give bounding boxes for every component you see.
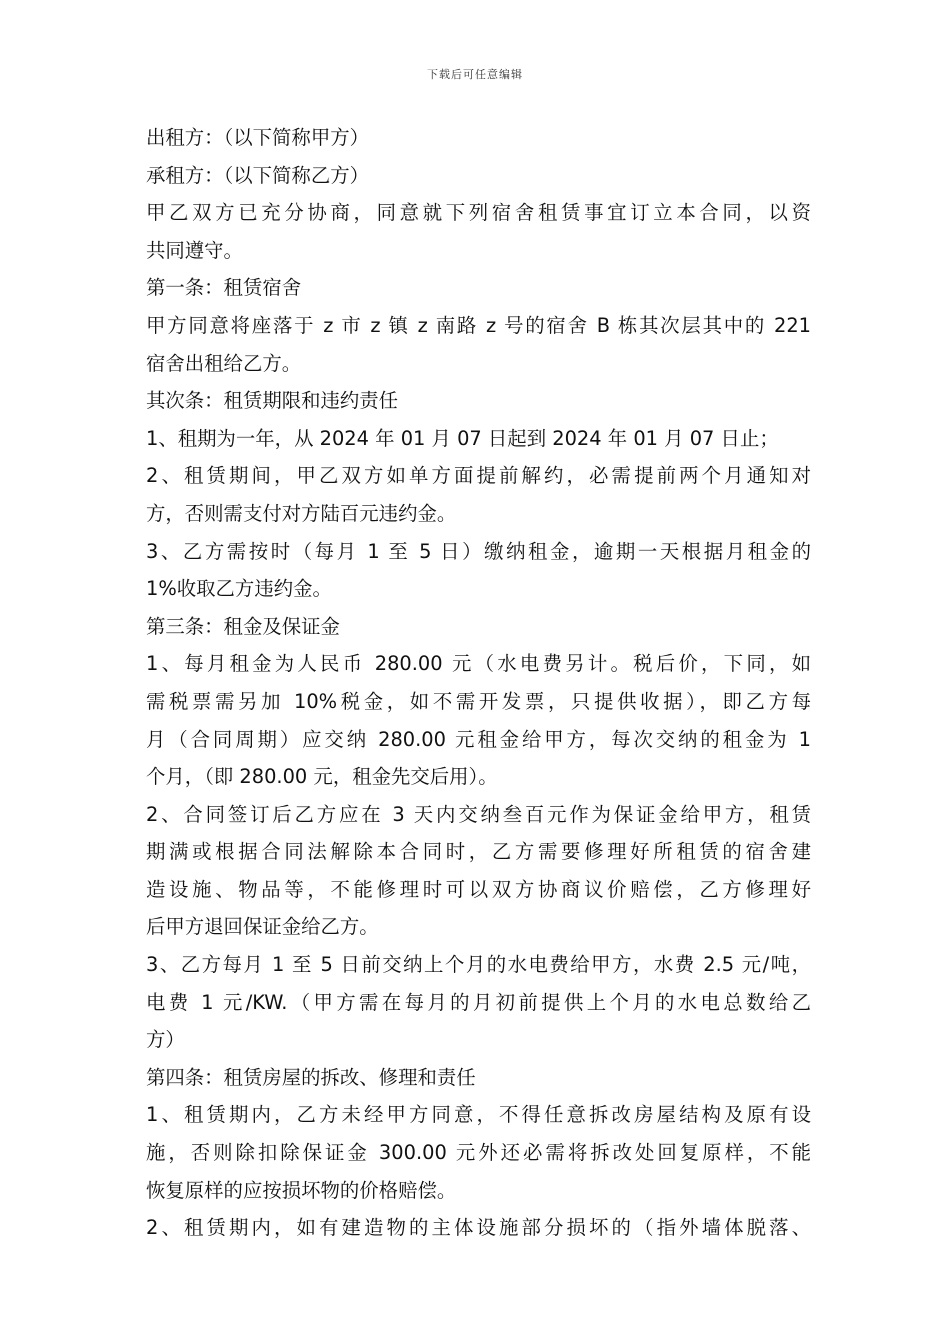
text-line: 出租方：（以下简称甲方） [146,126,369,149]
text-line: 共同遵守。 [146,238,243,262]
text-line: 月（合同周期）应交纳 280.00 元租金给甲方，每次交纳的租金为 1 [146,727,811,751]
text-line: 1、租期为一年，从 2024 年 01 月 07 日起到 2024 年 01 月 07 日止； [146,426,779,450]
text-line: 个月，（即 280.00 元，租金先交后用）。 [146,765,498,789]
text-line: 需税票需另加 10%税金，如不需开发票，只提供收据），即乙方每 [146,689,811,713]
contract-body [146,119,811,1247]
text-line: 其次条：租赁期限和违约责任 [146,389,399,413]
text-line: 1%收取乙方违约金。 [146,577,332,601]
text-line: 第四条：租赁房屋的拆改、修理和责任 [146,1065,476,1089]
text-line: 1、每月租金为人民币 280.00 元（水电费另计。税后价，下同，如 [146,652,811,676]
text-line: 宿舍出租给乙方。 [146,351,302,375]
text-line: 甲方同意将座落于 z 市 z 镇 z 南路 z 号的宿舍 B 栋其次层其中的 221 [146,313,811,337]
page-header: 下载后可任意编辑 [427,68,523,81]
text-line: 方） [146,1028,185,1052]
text-line: 造设施、物品等，不能修理时可以双方协商议价赔偿，乙方修理好 [146,877,811,901]
text-line: 施，否则除扣除保证金 300.00 元外还必需将拆改处回复原样，不能 [146,1141,811,1165]
text-line: 2、合同签订后乙方应在 3 天内交纳叁百元作为保证金给甲方，租赁 [146,802,811,826]
text-line: 后甲方退回保证金给乙方。 [146,915,379,939]
text-line: 恢复原样的应按损坏物的价格赔偿。 [146,1178,457,1202]
text-line: 第一条：租赁宿舍 [146,276,302,300]
text-line: 2、租赁期内，如有建造物的主体设施部分损坏的（指外墙体脱落、 [146,1216,811,1240]
text-line: 承租方：（以下简称乙方） [146,163,369,187]
text-line: 甲乙双方已充分协商，同意就下列宿舍租赁事宜订立本合同，以资 [146,201,811,225]
text-line: 期满或根据合同法解除本合同时，乙方需要修理好所租赁的宿舍建 [146,840,811,864]
text-line: 第三条：租金及保证金 [146,614,340,638]
text-line: 1、租赁期内，乙方未经甲方同意，不得任意拆改房屋结构及原有设 [146,1103,811,1127]
text-line: 电费 1 元/KW.（甲方需在每月的月初前提供上个月的水电总数给乙 [146,990,811,1014]
text-line: 3、乙方需按时（每月 1 至 5 日）缴纳租金，逾期一天根据月租金的 [146,539,811,563]
text-line: 方，否则需支付对方陆百元违约金。 [146,501,457,525]
text-line: 2、租赁期间，甲乙双方如单方面提前解约，必需提前两个月通知对 [146,464,811,488]
text-line: 3、乙方每月 1 至 5 日前交纳上个月的水电费给甲方，水费 2.5 元/吨， [146,953,811,977]
